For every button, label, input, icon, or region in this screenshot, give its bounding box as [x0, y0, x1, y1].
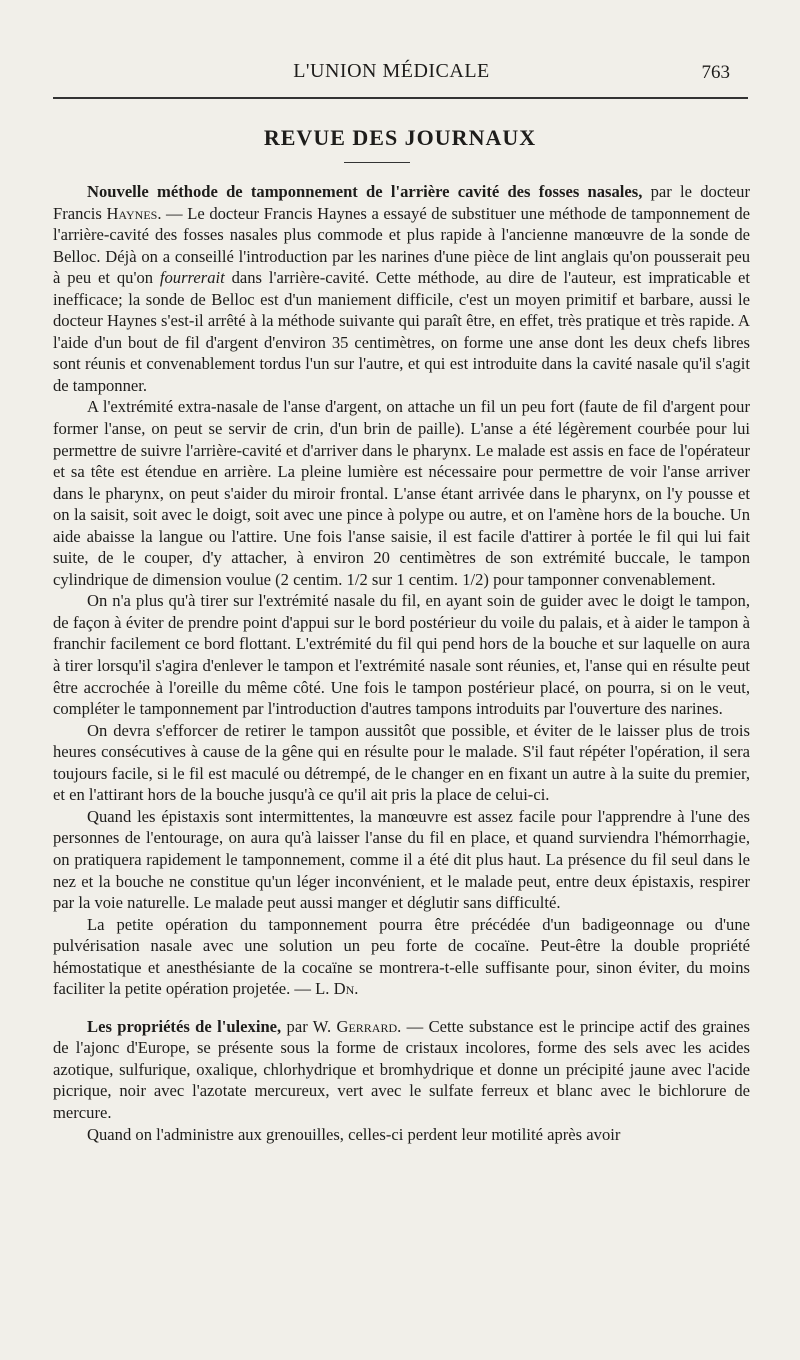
article-2-paragraph-1 — [53, 1016, 750, 1124]
article-1-author: Haynes — [106, 203, 158, 223]
article-2-paragraph-2: Quand on l'administre aux grenouilles, celles-ci perdent leur motilité après avoir — [87, 1124, 621, 1144]
article-1-paragraph-4: On devra s'efforcer de retirer le tampon aussitôt que possible, et éviter de le laisser plus de trois heures consécutives à cause de la gêne qui en résulte pour le malade. S'il faut répéter l'opération, il sera toujours facile, si le fil est maculé ou détrempé, de le changer en en fixant un autre à la suite du premier, et en l'attirant hors de la bouche jusqu'à ce qu'il ait pris la place de celui-ci. — [53, 720, 750, 805]
article-1-paragraph-6-text: La petite opération du tamponnement pourra être précédée d'un badigeonnage ou d'une pulvérisation nasale avec une solution un peu forte de cocaïne. Peut-être la double propriété hémostatique et anesthésiante de la cocaïne se montrera-t-elle suffisante pour, sinon éviter, du moins faciliter la petite opération projetée. — L. — [53, 914, 750, 999]
article-1-paragraph-2: A l'extrémité extra-nasale de l'anse d'argent, on attache un fil un peu fort (faute de fil d'argent pour former l'anse, on peut se servir de crin, d'un brin de paille). L'anse a été légèrement courbée pour lui permettre de suivre l'arrière-cavité et d'arriver dans le pharynx. Le malade est assis en face de l'opérateur et sa tête est étendue en arrière. La pleine lumière est nécessaire pour permettre de voir l'anse arriver dans le pharynx, on peut s'aider du miroir frontal. L'anse étant arrivée dans le pharynx, on l'y pousse et on la saisit, soit avec le doigt, soit avec une pince à polype ou autre, et on l'amène hors de la bouche. Un aide abaisse la langue ou l'attire. Une fois l'anse saisie, il est facile d'attirer à portée le fil qui lui fait suite, de le couper, d'y attacher, à environ 20 centimètres de son extrémité buccale, le tampon cylindrique de dimension voulue (2 centim. 1/2 sur 1 centim. 1/2) pour tamponner convenablement. — [53, 397, 750, 589]
title-rule — [344, 162, 410, 163]
header-rule — [53, 97, 748, 99]
article-1-text-a: . — Le docteur Francis Haynes a essayé de substituer une méthode de tamponnement de l'arrière-cavité des fosses nasales plus commode et plus rapide à l'ancienne manœuvre de la sonde de Belloc. Déjà on a conseillé l'introduction par les narines d'une pièce de lint anglais qu'on pousserait peu à peu et qu'on — [53, 203, 751, 288]
article-2-byline: par W. — [281, 1016, 337, 1036]
article-1-text-b: dans l'arrière-cavité. Cette méthode, au dire de l'auteur, est impraticable et inefficace; la sonde de Belloc est d'un maniement difficile, c'est un moyen primitif et barbare, aussi le docteur Haynes s'est-il arrêté à la méthode suivante qui paraît être, en effet, très pratique et très rapide. A l'aide d'un bout de fil d'argent d'environ 35 centimètres, on forme une anse dont les deux chefs libres sont réunis et convenablement tordus l'un sur l'autre, et qui est introduite dans la cavité nasale qu'il s'agit de tamponner. — [53, 268, 750, 395]
section-title: REVUE DES JOURNAUX — [263, 125, 537, 150]
article-body — [53, 181, 750, 1145]
article-2-heading: Les propriétés de l'ulexine, — [87, 1016, 282, 1036]
article-1-signature: Dn. — [333, 979, 359, 999]
article-1-paragraph-1 — [53, 181, 750, 396]
article-2-text: . — Cette substance est le principe actif des graines de l'ajonc d'Europe, se présente sous la forme de cristaux incolores, forme des sels avec les acides azotique, sulfurique, oxalique, chlorhydrique et bromhydrique et donne un précipité jaune avec l'acide picrique, noir avec l'azotate mercureux, vert avec le sulfate ferreux et blanc avec le bichlorure de mercure. — [53, 1016, 750, 1122]
article-1-paragraph-6 — [53, 914, 750, 1000]
article-1-paragraph-5: Quand les épistaxis sont intermittentes, la manœuvre est assez facile pour l'apprendre à l'une des personnes de l'entourage, on aura qu'à laisser l'anse du fil en place, et quand surviendra l'hémorrhagie, on pratiquera rapidement le tamponnement, comme il a été dit plus haut. La présence du fil seul dans le nez et la bouche ne constitue qu'un léger inconvénient, et le malade peut, entre deux épistaxis, respirer par la voie naturelle. Le malade peut aussi manger et déglutir sans difficulté. — [53, 806, 750, 913]
page-number: 763 — [701, 62, 730, 83]
article-1-heading: Nouvelle méthode de tamponnement de l'arrière cavité des fosses nasales, — [87, 182, 643, 201]
article-1-italic-word: fourrerait — [159, 268, 225, 288]
article-2-author: Gerrard — [336, 1016, 398, 1036]
article-1-paragraph-3: On n'a plus qu'à tirer sur l'extrémité nasale du fil, en ayant soin de guider avec le doigt le tampon, de façon à éviter de prendre point d'appui sur le bord postérieur du voile du palais, et à aider le tampon à franchir facilement ce bord flottant. L'extrémité du fil qui pend hors de la bouche et sur laquelle on aura à tirer lorsqu'il s'agira d'enlever le tampon et l'extrémité nasale sont réunies, et, l'anse qui en résulte peut être accrochée à l'oreille du même côté. Une fois le tampon postérieur placé, on pourra, si on le veut, compléter le tamponnement par l'introduction d'autres tampons introduits par l'ouverture des narines. — [53, 591, 750, 719]
running-title: L'UNION MÉDICALE — [293, 60, 490, 82]
page-header — [53, 60, 730, 90]
article-1-byline: par le docteur Francis — [53, 182, 750, 223]
